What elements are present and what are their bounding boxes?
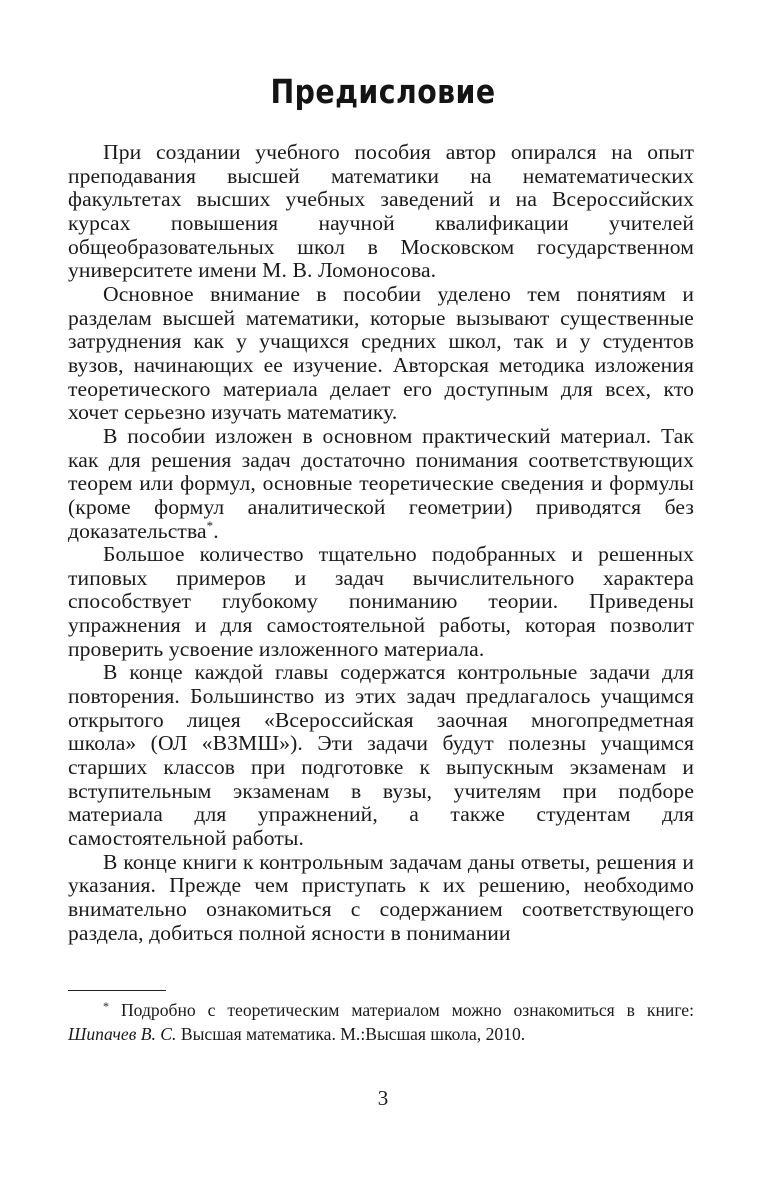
page-title: Предисловие xyxy=(270,72,496,111)
footnote-reference: * xyxy=(206,517,214,533)
paragraph-4: Большое количество тщательно подобранных и решенных типовых примеров и задач вычислительного характера способствует глубокому пониманию теории. Приведены упражнения и для самостоятельной работы, которая позволит проверить усвоение изложенного материала. xyxy=(68,542,694,661)
paragraph-5: В конце каждой главы содержатся контрольные задачи для повторения. Большинство из этих задач предлагалось учащимся открытого лицея «Всероссийская заочная многопредметная школа» (ОЛ «ВЗМШ»). Эти задачи будут полезны учащимся старших классов при подготовке к выпускным экзаменам и вступительным экзаменам в вузы, учителям при подборе материала для упражнений, а также студентам для самостоятельной работы. xyxy=(68,660,694,851)
footnote-rest: Высшая математика. М.:Высшая школа, 2010. xyxy=(180,1024,526,1044)
paragraph-6: В конце книги к контрольным задачам даны ответы, решения и указания. Прежде чем приступать к их решению, необходимо внимательно ознакомиться с содержанием соответствующего раздела, добиться полной ясности в понимании xyxy=(68,849,694,945)
footnote-author: Шипачев В. С. xyxy=(68,1024,177,1044)
footnote-marker: * xyxy=(103,999,109,1013)
footnote-lead: Подробно с теоретическим материалом можно ознакомиться в книге: xyxy=(120,1000,694,1020)
footnote xyxy=(68,998,694,1046)
paragraph-3 xyxy=(68,425,694,543)
paragraph-1: При создании учебного пособия автор опирался на опыт преподавания высшей математики на нематематических факультетах высших учебных заведений и на Всероссийских курсах повышения научной квалификации учителей общеобразовательных школ в Московском государственном университете имени М. В. Ломоносова. xyxy=(68,140,694,283)
paragraph-3-period: . xyxy=(213,518,219,543)
paragraph-2: Основное внимание в пособии уделено тем понятиям и разделам высшей математики, которые вызывают существенные затруднения как у учащихся средних школ, так и у студентов вузов, начинающих ее изучение. Авторская методика изложения теоретического материала делает его доступным для всех, кто хочет серьезно изучать математику. xyxy=(68,281,694,425)
page-number: 3 xyxy=(377,1086,389,1110)
preface-body xyxy=(68,141,694,945)
footnote-text xyxy=(68,998,694,1046)
footnote-divider xyxy=(68,990,166,991)
paragraph-3-text: В пособии изложен в основном практический материал. Так как для решения задач достаточно понимания соответствующих теорем или формул, основные теоретические сведения и формулы (кроме формул аналитической геометрии) приводятся без доказательства xyxy=(68,423,694,543)
